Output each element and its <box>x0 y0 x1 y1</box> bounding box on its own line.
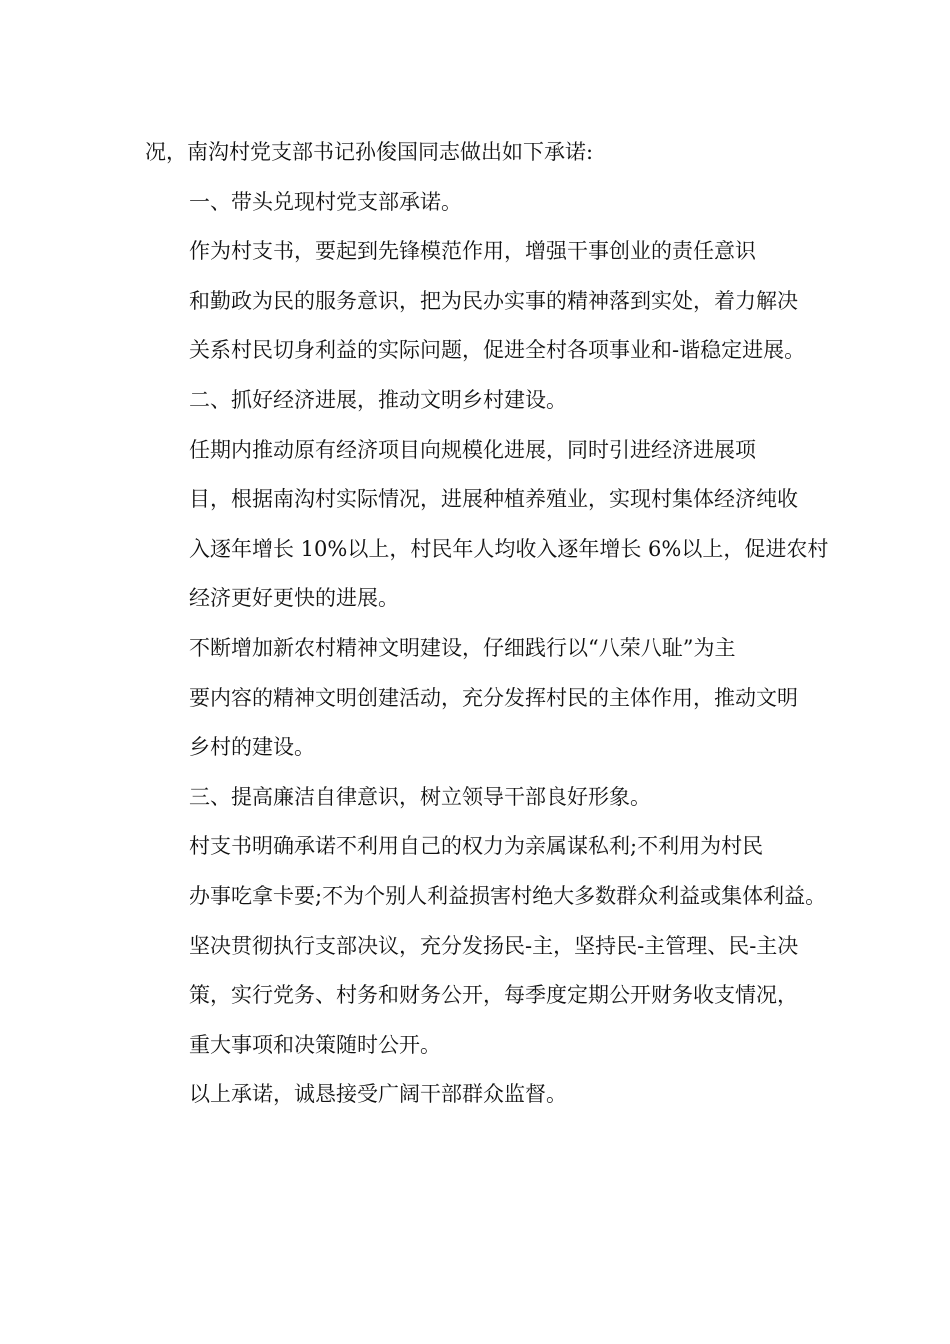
text-line: 坚决贯彻执行支部决议，充分发扬民-主，坚持民-主管理、民-主决 <box>189 933 799 958</box>
text-line: 一、带头兑现村党支部承诺。 <box>189 189 462 214</box>
paragraph-civilization <box>145 624 825 773</box>
text-line: 入逐年增长 10%以上，村民年人均收入逐年增长 6%以上，促进农村 <box>189 536 829 561</box>
paragraph-integrity <box>145 822 825 1070</box>
text-line: 况，南沟村党支部书记孙俊国同志做出如下承诺: <box>145 140 594 164</box>
text-line: 要内容的精神文明创建活动，充分发挥村民的主体作用，推动文明 <box>189 685 798 710</box>
text-line: 目，根据南沟村实际情况，进展种植养殖业，实现村集体经济纯收 <box>189 487 798 512</box>
paragraph-intro <box>145 128 825 178</box>
text-line: 二、抓好经济进展，推动文明乡村建设。 <box>189 387 567 412</box>
paragraph-role <box>145 227 825 376</box>
heading-one <box>145 178 825 228</box>
document-body <box>145 128 829 1120</box>
paragraph-closing <box>145 1070 825 1120</box>
text-line: 关系村民切身利益的实际问题，促进全村各项事业和-谐稳定进展。 <box>189 338 806 363</box>
heading-three <box>145 773 825 823</box>
text-line: 策，实行党务、村务和财务公开，每季度定期公开财务收支情况， <box>189 983 798 1008</box>
heading-two <box>145 376 825 426</box>
text-line: 作为村支书，要起到先锋模范作用，增强干事创业的责任意识 <box>189 239 756 264</box>
text-line: 村支书明确承诺不利用自己的权力为亲属谋私利;不利用为村民 <box>189 834 764 859</box>
text-line: 办事吃拿卡要;不为个别人利益损害村绝大多数群众利益或集体利益。 <box>189 883 827 908</box>
text-line: 以上承诺，诚恳接受广阔干部群众监督。 <box>189 1082 567 1107</box>
text-line: 经济更好更快的进展。 <box>189 586 399 611</box>
text-line: 重大事项和决策随时公开。 <box>189 1032 441 1057</box>
paragraph-economy <box>145 426 829 624</box>
text-line: 和勤政为民的服务意识，把为民办实事的精神落到实处，着力解决 <box>189 288 798 313</box>
text-line: 不断增加新农村精神文明建设，仔细践行以“八荣八耻”为主 <box>189 635 736 660</box>
text-line: 三、提高廉洁自律意识，树立领导干部良好形象。 <box>189 784 651 809</box>
text-line: 乡村的建设。 <box>189 735 315 760</box>
text-line: 任期内推动原有经济项目向规模化进展，同时引进经济进展项 <box>189 437 756 462</box>
